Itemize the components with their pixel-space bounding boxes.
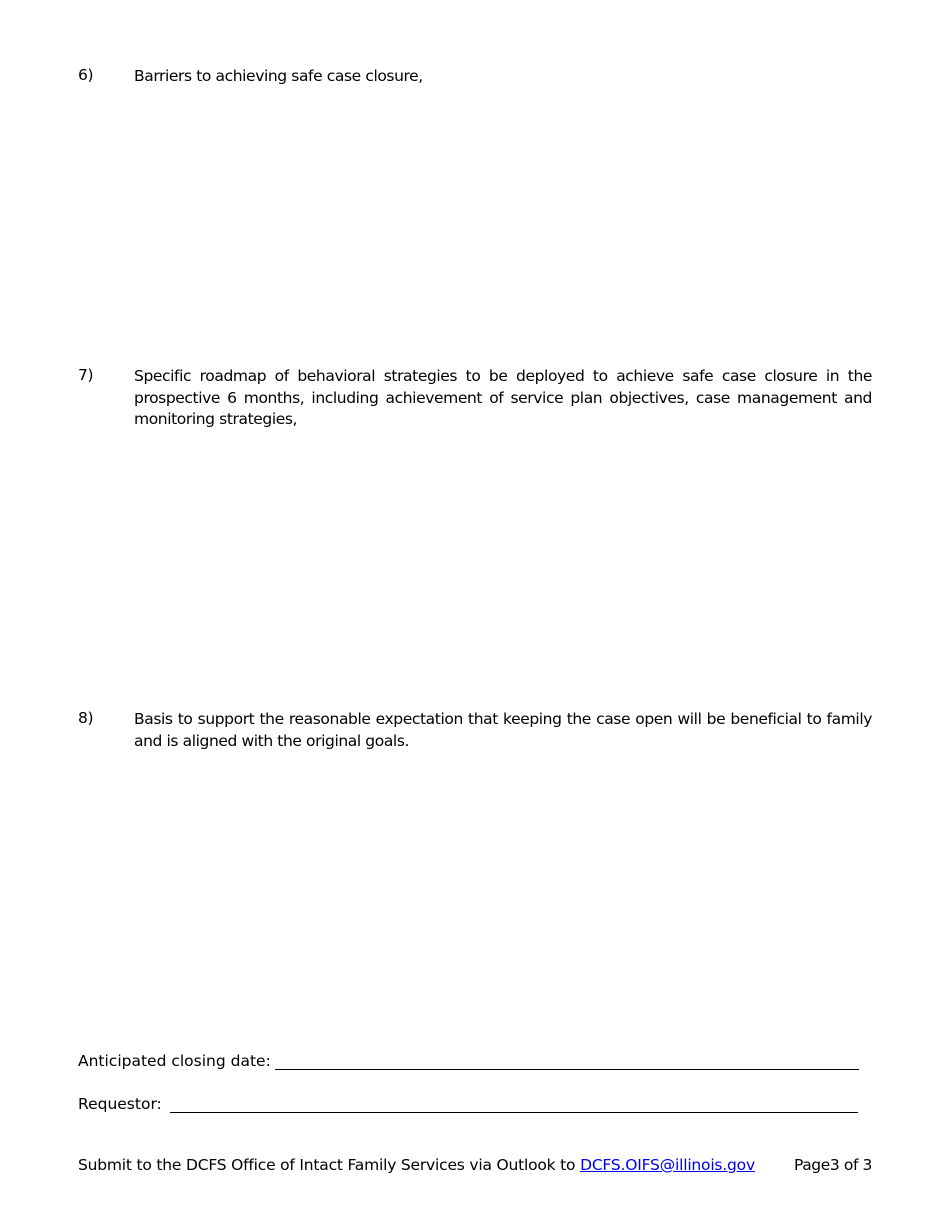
question-number: 6)	[78, 66, 94, 84]
question-text: Barriers to achieving safe case closure,	[134, 67, 423, 85]
page-footer	[78, 1156, 872, 1178]
closing-date-label: Anticipated closing date:	[78, 1052, 271, 1070]
question-text: Specific roadmap of behavioral strategies to be deployed to achieve safe case closure in the prospective 6 months, including achievement of service plan objectives, case management and monitoring strategies,	[134, 367, 872, 428]
requestor-field	[78, 1095, 858, 1113]
question-7	[78, 366, 872, 431]
anticipated-closing-date-field	[78, 1052, 859, 1070]
submit-instructions	[78, 1156, 755, 1174]
requestor-label: Requestor:	[78, 1095, 162, 1113]
question-text: Basis to support the reasonable expectation that keeping the case open will be beneficial to family and is aligned with the original goals.	[134, 710, 872, 750]
email-link[interactable]: DCFS.OIFS@illinois.gov	[580, 1156, 755, 1174]
submit-text: Submit to the DCFS Office of Intact Family Services via Outlook to	[78, 1156, 576, 1174]
question-number: 7)	[78, 366, 94, 384]
page-number: Page3 of 3	[793, 1156, 872, 1174]
question-6	[78, 66, 872, 88]
question-number: 8)	[78, 709, 94, 727]
requestor-input-line[interactable]	[170, 1111, 858, 1113]
question-8	[78, 709, 872, 752]
closing-date-input-line[interactable]	[275, 1068, 859, 1070]
